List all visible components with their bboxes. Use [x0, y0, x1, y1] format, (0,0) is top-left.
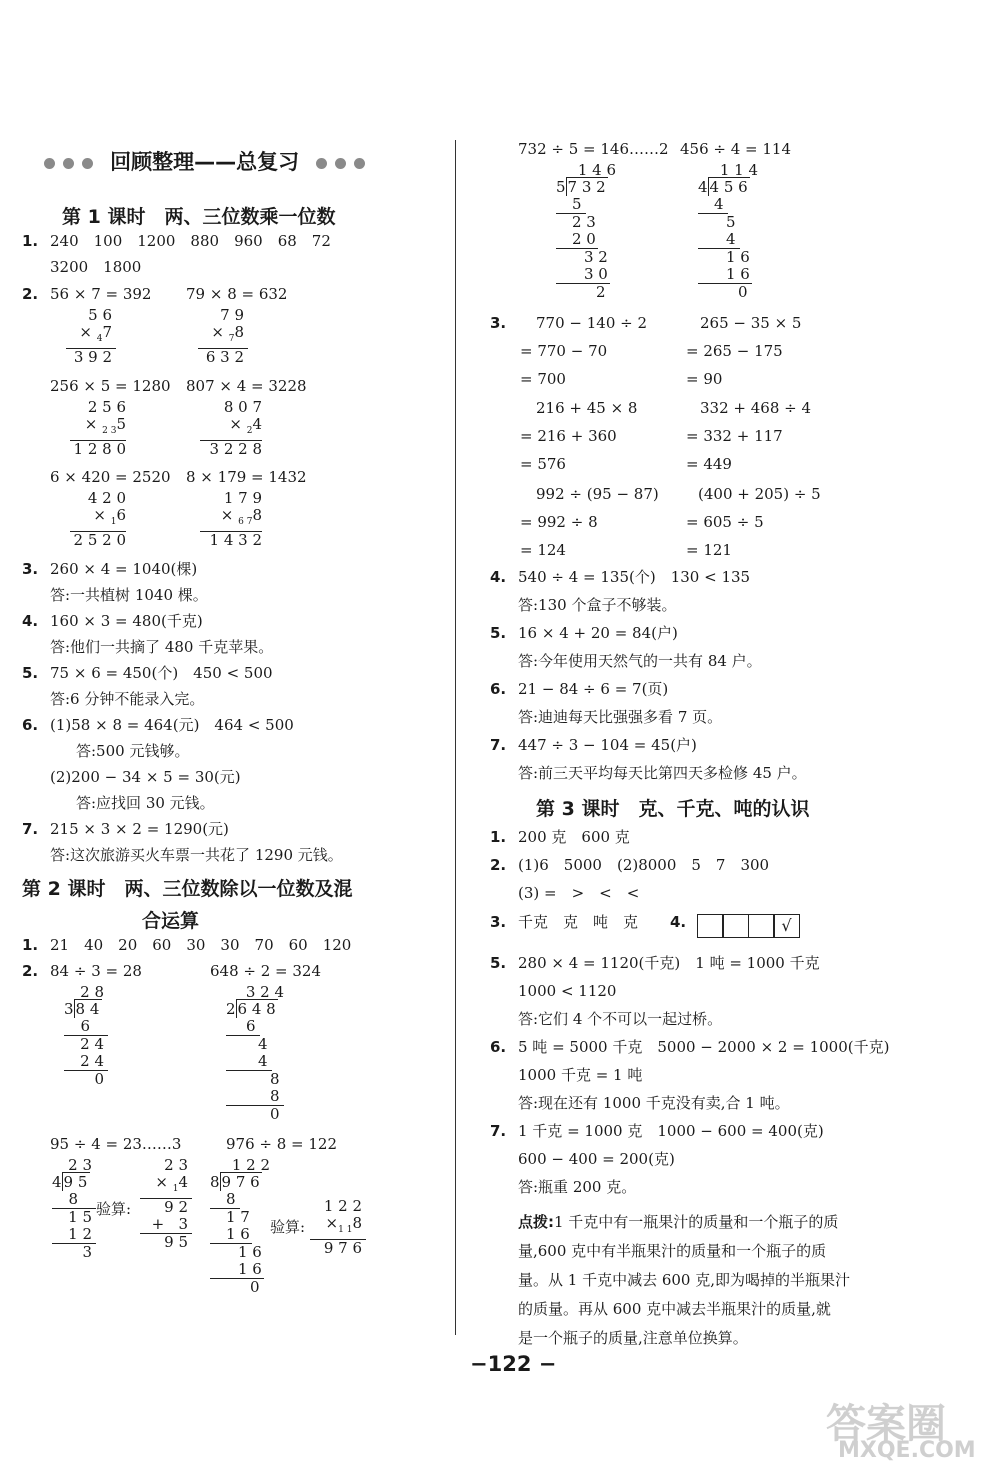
long-division: 1 2 2 8 9 7 6 8 1 7 1 6 1 6 1 6 0: [210, 1156, 270, 1296]
long-division: 3 2 4 2 6 4 8 6 4 4 8 8 0: [226, 983, 284, 1123]
dot-icon: [316, 158, 327, 169]
vertical-mult: 2 5 6 × $_{2 3}$5 1 2 8 0: [70, 399, 126, 458]
vertical-check: 2 3 × $_1$4 9 2 + 3 9 5: [140, 1157, 192, 1251]
long-division: 2 8 3 8 4 6 2 4 2 4 0: [64, 984, 108, 1088]
tip-label: 点拨:: [518, 1213, 554, 1231]
page-title: 回顾整理——总复习: [110, 150, 300, 174]
long-division: 1 1 4 4 4 5 6 4 5 4 1 6 1 6 0: [698, 161, 758, 301]
vertical-mult: 8 0 7 × $_2$4 3 2 2 8: [200, 399, 262, 458]
watermark-url: MXQE.COM: [838, 1438, 976, 1463]
watermark-logo: 答案圈: [826, 1401, 946, 1447]
answer-box: [748, 914, 775, 938]
vertical-mult: 4 2 0 × $_1$6 2 5 2 0: [70, 490, 126, 549]
header: [40, 146, 369, 176]
dot-icon: [82, 158, 93, 169]
lesson3-title: 第 3 课时 克、千克、吨的认识: [536, 798, 810, 820]
dot-icon: [44, 158, 55, 169]
lesson1-title: 第 1 课时 两、三位数乘一位数: [62, 206, 336, 228]
checkmark-box: [773, 914, 800, 938]
answer-box: [697, 914, 724, 938]
lesson2-title: 第 2 课时 两、三位数除以一位数及混: [22, 878, 353, 900]
vertical-check: 1 2 2 $\times_{1 1}8$ 9 7 6: [310, 1198, 366, 1257]
lesson2-title-cont: 合运算: [142, 910, 200, 932]
dot-icon: [354, 158, 365, 169]
answer-box: [722, 914, 749, 938]
vertical-mult: 1 7 9 × $_{6 7}$8 1 4 3 2: [200, 490, 262, 549]
answer-boxes: [698, 914, 800, 938]
page-number: −122 −: [470, 1352, 557, 1376]
vertical-mult: 7 9 × $_7$8 6 3 2: [198, 307, 248, 366]
column-divider: [455, 140, 456, 1335]
dot-icon: [63, 158, 74, 169]
long-division: 1 4 6 5 7 3 2 5 2 3 2 0 3 2 3 0 2: [556, 161, 616, 301]
checkmark-icon: √: [781, 916, 792, 935]
dot-icon: [335, 158, 346, 169]
vertical-mult: 5 6 × $_4$7 3 9 2: [66, 307, 116, 366]
long-division: 2 3 4 9 5 8 1 5 1 2 3: [52, 1157, 96, 1261]
tip-block: 点拨:1 千克中有一瓶果汁的质量和一个瓶子的质 量,600 克中有半瓶果汁的质量和一个瓶子的质 量。从 1 千克中减去 600 克,即为喝掉的半瓶果汁 的质量。再从 600 克中减去半瓶果汁的质量,就 是一个瓶子的质量,注意单位换算。: [518, 1213, 851, 1347]
